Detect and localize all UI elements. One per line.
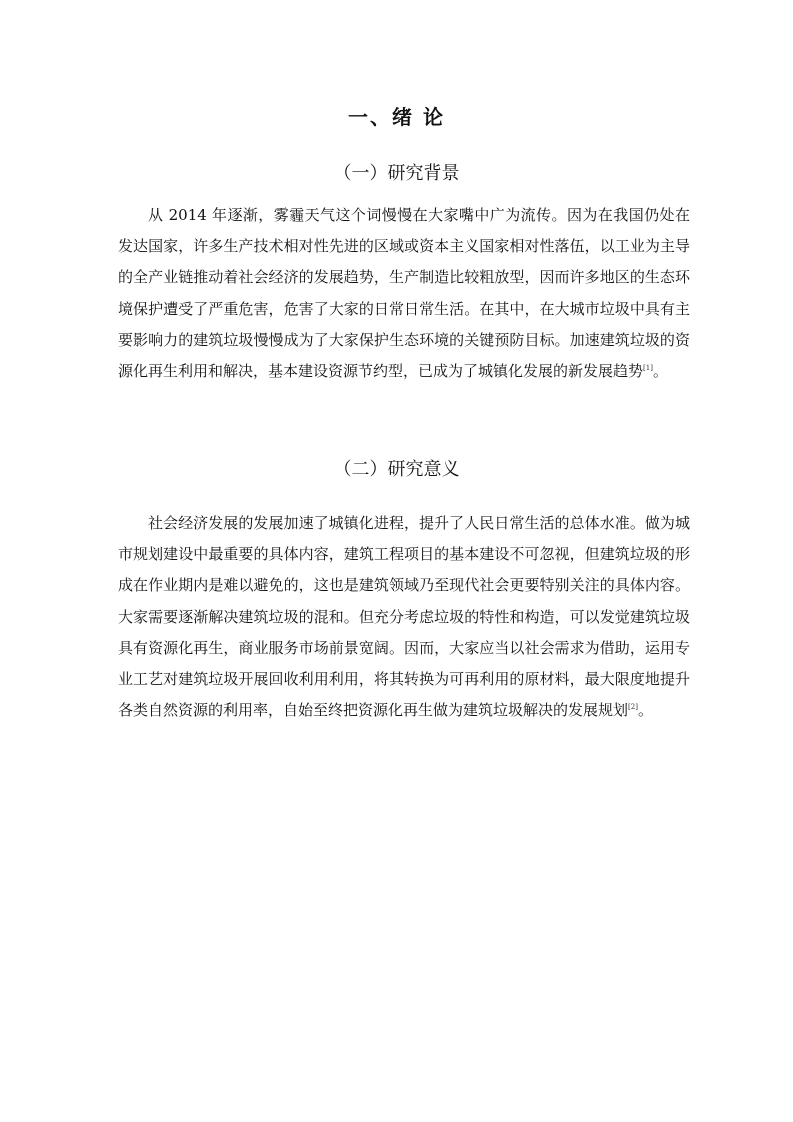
citation-1: [1] [643, 364, 653, 373]
section-heading-significance: （二）研究意义 [333, 459, 460, 480]
background-paragraph [118, 200, 690, 387]
significance-paragraph-end: 。 [637, 701, 653, 720]
background-paragraph-text: 从 2014 年逐渐，雾霾天气这个词慢慢在大家嘴中广为流传。因为在我国仍处在发达国家，许多生产技术相对性先进的区域或资本主义国家相对性落伍，以工业为主导的全产业链推动着社会经济的发展趋势，生产制造比较粗放型，因而许多地区的生态环境保护遭受了严重危害，危害了大家的日常日常生活。在其中，在大城市垃圾中具有主要影响力的建筑垃圾慢慢成为了大家保护生态环境的关键预防目标。加速建筑垃圾的资源化再生利用和解决，基本建设资源节约型，已成为了城镇化发展的新发展趋势 [118, 206, 690, 381]
section-heading-background: （一）研究背景 [333, 163, 460, 184]
significance-paragraph [118, 508, 690, 726]
chapter-title: 一、绪 论 [348, 105, 445, 129]
citation-2: [2] [628, 703, 638, 712]
significance-paragraph-text: 社会经济发展的发展加速了城镇化进程，提升了人民日常生活的总体水准。做为城市规划建设中最重要的具体内容，建筑工程项目的基本建设不可忽视，但建筑垃圾的形成在作业期内是难以避免的，这也是建筑领域乃至现代社会更要特别关注的具体内容。大家需要逐渐解决建筑垃圾的混和。但充分考虑垃圾的特性和构造，可以发觉建筑垃圾具有资源化再生，商业服务市场前景宽阔。因而，大家应当以社会需求为借助，运用专业工艺对建筑垃圾开展回收利用利用，将其转换为可再利用的原材料，最大限度地提升各类自然资源的利用率，自始至终把资源化再生做为建筑垃圾解决的发展规划 [118, 514, 690, 720]
background-paragraph-end: 。 [652, 362, 668, 381]
